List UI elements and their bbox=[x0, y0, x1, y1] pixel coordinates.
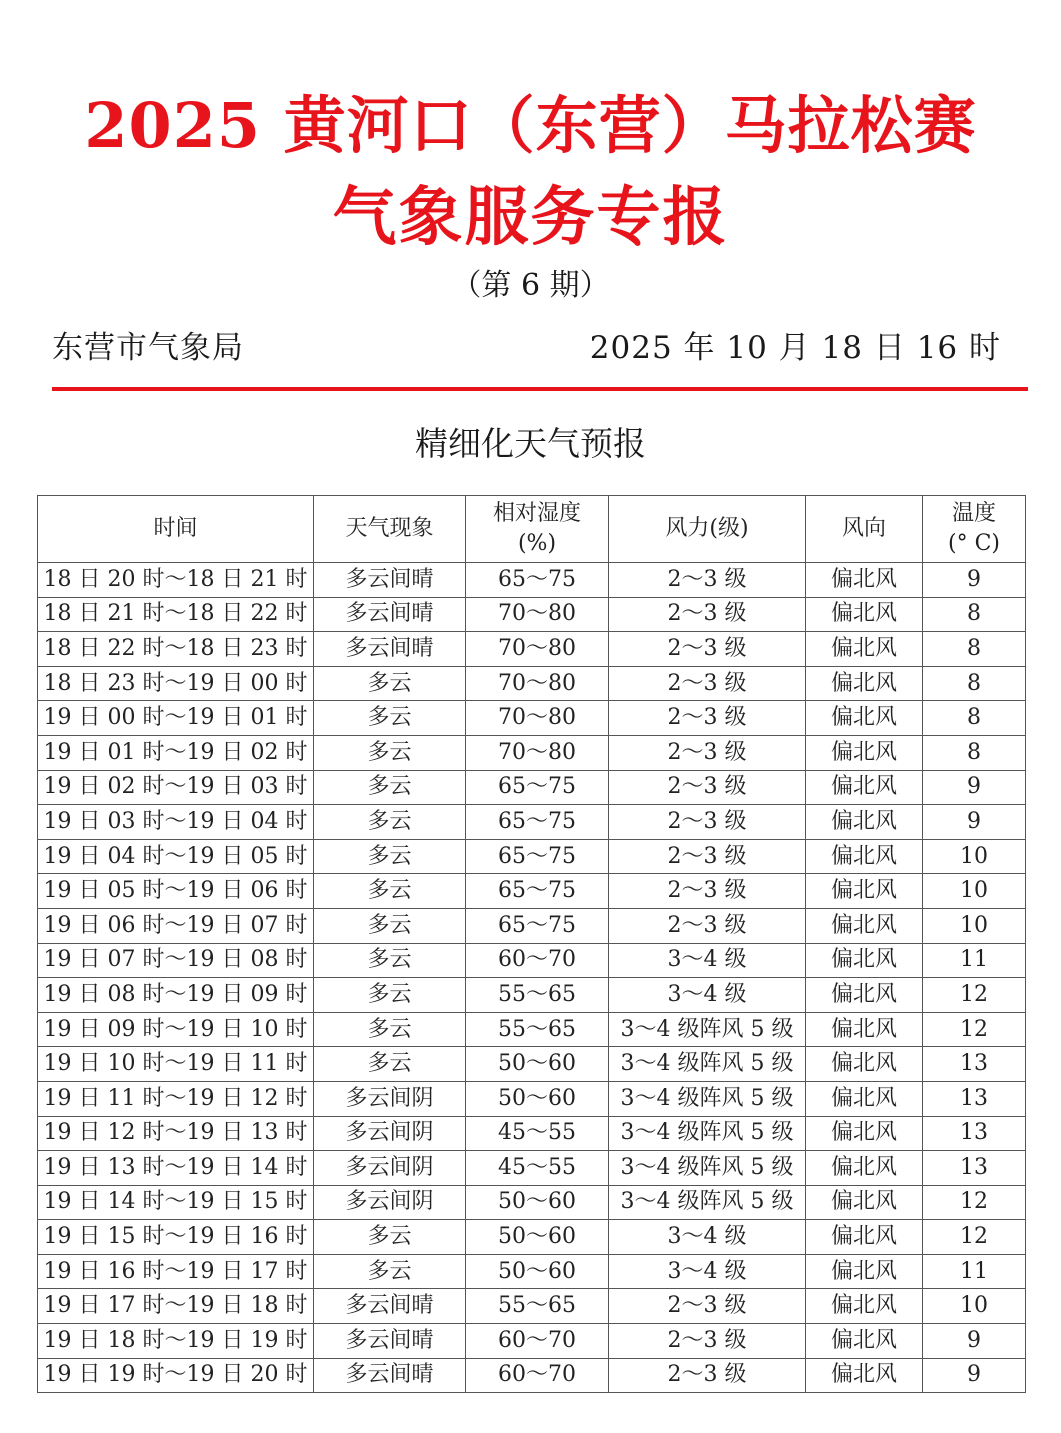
cell-wind-direction: 偏北风 bbox=[806, 1185, 923, 1220]
cell-wind-direction: 偏北风 bbox=[806, 1220, 923, 1255]
cell-humidity: 50～60 bbox=[466, 1047, 609, 1082]
cell-weather: 多云间晴 bbox=[314, 597, 466, 632]
cell-temperature: 13 bbox=[923, 1151, 1026, 1186]
cell-wind-force: 2～3 级 bbox=[609, 770, 806, 805]
cell-time: 19 日 16 时～19 日 17 时 bbox=[38, 1254, 314, 1289]
cell-wind-force: 2～3 级 bbox=[609, 1358, 806, 1393]
cell-temperature: 13 bbox=[923, 1116, 1026, 1151]
header-weather: 天气现象 bbox=[314, 496, 466, 563]
table-row bbox=[38, 1220, 1026, 1255]
cell-weather: 多云间晴 bbox=[314, 563, 466, 598]
cell-wind-force: 2～3 级 bbox=[609, 908, 806, 943]
cell-humidity: 45～55 bbox=[466, 1116, 609, 1151]
cell-temperature: 12 bbox=[923, 1220, 1026, 1255]
cell-wind-direction: 偏北风 bbox=[806, 1116, 923, 1151]
cell-wind-direction: 偏北风 bbox=[806, 770, 923, 805]
table-row bbox=[38, 1047, 1026, 1082]
cell-wind-direction: 偏北风 bbox=[806, 632, 923, 667]
cell-weather: 多云间晴 bbox=[314, 1289, 466, 1324]
cell-temperature: 13 bbox=[923, 1047, 1026, 1082]
table-row bbox=[38, 805, 1026, 840]
cell-weather: 多云 bbox=[314, 770, 466, 805]
cell-time: 19 日 18 时～19 日 19 时 bbox=[38, 1324, 314, 1359]
section-title: 精细化天气预报 bbox=[415, 424, 646, 463]
cell-humidity: 70～80 bbox=[466, 666, 609, 701]
cell-wind-force: 2～3 级 bbox=[609, 839, 806, 874]
cell-weather: 多云 bbox=[314, 1220, 466, 1255]
cell-temperature: 11 bbox=[923, 943, 1026, 978]
cell-temperature: 9 bbox=[923, 563, 1026, 598]
header-time: 时间 bbox=[38, 496, 314, 563]
cell-time: 18 日 20 时～18 日 21 时 bbox=[38, 563, 314, 598]
cell-time: 19 日 00 时～19 日 01 时 bbox=[38, 701, 314, 736]
table-row bbox=[38, 666, 1026, 701]
header-humidity-unit: (%) bbox=[517, 531, 557, 556]
cell-humidity: 65～75 bbox=[466, 908, 609, 943]
cell-weather: 多云 bbox=[314, 1254, 466, 1289]
cell-weather: 多云 bbox=[314, 908, 466, 943]
cell-wind-direction: 偏北风 bbox=[806, 1151, 923, 1186]
header-temperature bbox=[923, 496, 1026, 563]
cell-humidity: 50～60 bbox=[466, 1185, 609, 1220]
cell-time: 19 日 04 时～19 日 05 时 bbox=[38, 839, 314, 874]
cell-humidity: 70～80 bbox=[466, 701, 609, 736]
cell-wind-force: 3～4 级 bbox=[609, 1254, 806, 1289]
cell-weather: 多云间阴 bbox=[314, 1116, 466, 1151]
cell-wind-force: 3～4 级阵风 5 级 bbox=[609, 1047, 806, 1082]
cell-temperature: 8 bbox=[923, 735, 1026, 770]
cell-weather: 多云间阴 bbox=[314, 1081, 466, 1116]
cell-time: 19 日 09 时～19 日 10 时 bbox=[38, 1012, 314, 1047]
cell-wind-force: 2～3 级 bbox=[609, 735, 806, 770]
cell-time: 19 日 08 时～19 日 09 时 bbox=[38, 978, 314, 1013]
issuing-organization: 东营市气象局 bbox=[52, 330, 244, 366]
cell-time: 19 日 19 时～19 日 20 时 bbox=[38, 1358, 314, 1393]
cell-wind-force: 2～3 级 bbox=[609, 1289, 806, 1324]
cell-wind-direction: 偏北风 bbox=[806, 1289, 923, 1324]
table-header-row bbox=[38, 496, 1026, 563]
cell-humidity: 70～80 bbox=[466, 632, 609, 667]
cell-time: 19 日 12 时～19 日 13 时 bbox=[38, 1116, 314, 1151]
cell-wind-direction: 偏北风 bbox=[806, 805, 923, 840]
cell-weather: 多云 bbox=[314, 839, 466, 874]
header-humidity bbox=[466, 496, 609, 563]
table-row bbox=[38, 735, 1026, 770]
cell-time: 18 日 22 时～18 日 23 时 bbox=[38, 632, 314, 667]
cell-wind-direction: 偏北风 bbox=[806, 908, 923, 943]
cell-temperature: 9 bbox=[923, 1358, 1026, 1393]
cell-temperature: 10 bbox=[923, 839, 1026, 874]
cell-humidity: 50～60 bbox=[466, 1081, 609, 1116]
cell-humidity: 55～65 bbox=[466, 1012, 609, 1047]
cell-time: 19 日 11 时～19 日 12 时 bbox=[38, 1081, 314, 1116]
cell-wind-force: 2～3 级 bbox=[609, 874, 806, 909]
cell-weather: 多云 bbox=[314, 978, 466, 1013]
cell-wind-direction: 偏北风 bbox=[806, 874, 923, 909]
cell-wind-direction: 偏北风 bbox=[806, 1047, 923, 1082]
cell-humidity: 55～65 bbox=[466, 1289, 609, 1324]
cell-time: 18 日 23 时～19 日 00 时 bbox=[38, 666, 314, 701]
cell-wind-direction: 偏北风 bbox=[806, 1081, 923, 1116]
cell-wind-direction: 偏北风 bbox=[806, 701, 923, 736]
cell-humidity: 45～55 bbox=[466, 1151, 609, 1186]
cell-temperature: 8 bbox=[923, 597, 1026, 632]
cell-wind-direction: 偏北风 bbox=[806, 666, 923, 701]
cell-time: 19 日 13 时～19 日 14 时 bbox=[38, 1151, 314, 1186]
cell-wind-force: 3～4 级阵风 5 级 bbox=[609, 1012, 806, 1047]
cell-time: 18 日 21 时～18 日 22 时 bbox=[38, 597, 314, 632]
cell-wind-direction: 偏北风 bbox=[806, 735, 923, 770]
table-row bbox=[38, 874, 1026, 909]
cell-humidity: 65～75 bbox=[466, 770, 609, 805]
cell-wind-force: 2～3 级 bbox=[609, 666, 806, 701]
cell-wind-force: 3～4 级阵风 5 级 bbox=[609, 1185, 806, 1220]
table-row bbox=[38, 1116, 1026, 1151]
cell-wind-direction: 偏北风 bbox=[806, 839, 923, 874]
cell-weather: 多云间晴 bbox=[314, 1324, 466, 1359]
cell-wind-force: 2～3 级 bbox=[609, 1324, 806, 1359]
cell-temperature: 9 bbox=[923, 805, 1026, 840]
cell-temperature: 8 bbox=[923, 666, 1026, 701]
table-row bbox=[38, 908, 1026, 943]
cell-temperature: 9 bbox=[923, 770, 1026, 805]
cell-humidity: 70～80 bbox=[466, 735, 609, 770]
cell-weather: 多云间晴 bbox=[314, 632, 466, 667]
cell-time: 19 日 17 时～19 日 18 时 bbox=[38, 1289, 314, 1324]
cell-wind-direction: 偏北风 bbox=[806, 1324, 923, 1359]
cell-wind-force: 2～3 级 bbox=[609, 632, 806, 667]
table-row bbox=[38, 1324, 1026, 1359]
cell-temperature: 12 bbox=[923, 1185, 1026, 1220]
cell-temperature: 9 bbox=[923, 1324, 1026, 1359]
cell-weather: 多云 bbox=[314, 666, 466, 701]
cell-wind-direction: 偏北风 bbox=[806, 1358, 923, 1393]
cell-weather: 多云 bbox=[314, 805, 466, 840]
header-temperature-unit: (° C) bbox=[948, 531, 1000, 556]
cell-time: 19 日 03 时～19 日 04 时 bbox=[38, 805, 314, 840]
cell-temperature: 10 bbox=[923, 908, 1026, 943]
cell-temperature: 12 bbox=[923, 1012, 1026, 1047]
cell-time: 19 日 15 时～19 日 16 时 bbox=[38, 1220, 314, 1255]
cell-weather: 多云间阴 bbox=[314, 1185, 466, 1220]
cell-weather: 多云 bbox=[314, 943, 466, 978]
cell-wind-direction: 偏北风 bbox=[806, 1012, 923, 1047]
cell-time: 19 日 06 时～19 日 07 时 bbox=[38, 908, 314, 943]
table-row bbox=[38, 701, 1026, 736]
forecast-table-body bbox=[38, 563, 1026, 1393]
cell-weather: 多云 bbox=[314, 701, 466, 736]
cell-time: 19 日 07 时～19 日 08 时 bbox=[38, 943, 314, 978]
table-row bbox=[38, 563, 1026, 598]
cell-temperature: 13 bbox=[923, 1081, 1026, 1116]
cell-temperature: 10 bbox=[923, 874, 1026, 909]
cell-time: 19 日 05 时～19 日 06 时 bbox=[38, 874, 314, 909]
cell-temperature: 11 bbox=[923, 1254, 1026, 1289]
table-row bbox=[38, 632, 1026, 667]
table-row bbox=[38, 1254, 1026, 1289]
cell-wind-force: 3～4 级阵风 5 级 bbox=[609, 1081, 806, 1116]
cell-temperature: 12 bbox=[923, 978, 1026, 1013]
cell-humidity: 65～75 bbox=[466, 563, 609, 598]
cell-humidity: 65～75 bbox=[466, 839, 609, 874]
forecast-table bbox=[37, 495, 1026, 1393]
table-row bbox=[38, 770, 1026, 805]
cell-time: 19 日 01 时～19 日 02 时 bbox=[38, 735, 314, 770]
cell-humidity: 65～75 bbox=[466, 874, 609, 909]
cell-wind-force: 2～3 级 bbox=[609, 701, 806, 736]
table-row bbox=[38, 978, 1026, 1013]
cell-humidity: 70～80 bbox=[466, 597, 609, 632]
cell-wind-force: 3～4 级 bbox=[609, 978, 806, 1013]
cell-wind-force: 2～3 级 bbox=[609, 805, 806, 840]
issue-datetime: 2025 年 10 月 18 日 16 时 bbox=[589, 330, 1001, 366]
cell-wind-force: 3～4 级 bbox=[609, 1220, 806, 1255]
cell-wind-direction: 偏北风 bbox=[806, 597, 923, 632]
cell-wind-force: 3～4 级 bbox=[609, 943, 806, 978]
cell-weather: 多云 bbox=[314, 1047, 466, 1082]
table-row bbox=[38, 597, 1026, 632]
header-humidity-label: 相对湿度 bbox=[492, 501, 581, 526]
cell-temperature: 8 bbox=[923, 632, 1026, 667]
cell-humidity: 50～60 bbox=[466, 1220, 609, 1255]
cell-wind-force: 3～4 级阵风 5 级 bbox=[609, 1116, 806, 1151]
cell-humidity: 60～70 bbox=[466, 1324, 609, 1359]
table-row bbox=[38, 1289, 1026, 1324]
report-title-line2: 气象服务专报 bbox=[332, 180, 729, 255]
cell-weather: 多云 bbox=[314, 1012, 466, 1047]
issue-number: （第 6 期） bbox=[451, 268, 610, 303]
cell-wind-force: 3～4 级阵风 5 级 bbox=[609, 1151, 806, 1186]
table-row bbox=[38, 1151, 1026, 1186]
cell-humidity: 50～60 bbox=[466, 1254, 609, 1289]
report-title-line1: 2025 黄河口（东营）马拉松赛 bbox=[84, 89, 977, 162]
cell-time: 19 日 02 时～19 日 03 时 bbox=[38, 770, 314, 805]
cell-wind-direction: 偏北风 bbox=[806, 563, 923, 598]
header-temperature-label: 温度 bbox=[951, 501, 996, 526]
header-wind-force: 风力(级) bbox=[609, 496, 806, 563]
cell-humidity: 55～65 bbox=[466, 978, 609, 1013]
cell-humidity: 65～75 bbox=[466, 805, 609, 840]
table-row bbox=[38, 839, 1026, 874]
cell-temperature: 10 bbox=[923, 1289, 1026, 1324]
cell-wind-direction: 偏北风 bbox=[806, 1254, 923, 1289]
cell-weather: 多云 bbox=[314, 874, 466, 909]
cell-time: 19 日 14 时～19 日 15 时 bbox=[38, 1185, 314, 1220]
cell-temperature: 8 bbox=[923, 701, 1026, 736]
table-row bbox=[38, 1185, 1026, 1220]
cell-time: 19 日 10 时～19 日 11 时 bbox=[38, 1047, 314, 1082]
table-row bbox=[38, 1012, 1026, 1047]
cell-wind-direction: 偏北风 bbox=[806, 978, 923, 1013]
cell-weather: 多云间晴 bbox=[314, 1358, 466, 1393]
cell-wind-direction: 偏北风 bbox=[806, 943, 923, 978]
table-row bbox=[38, 1358, 1026, 1393]
cell-humidity: 60～70 bbox=[466, 1358, 609, 1393]
red-divider bbox=[52, 387, 1028, 391]
header-wind-direction: 风向 bbox=[806, 496, 923, 563]
table-row bbox=[38, 943, 1026, 978]
cell-weather: 多云 bbox=[314, 735, 466, 770]
cell-weather: 多云间阴 bbox=[314, 1151, 466, 1186]
cell-wind-force: 2～3 级 bbox=[609, 597, 806, 632]
cell-humidity: 60～70 bbox=[466, 943, 609, 978]
table-row bbox=[38, 1081, 1026, 1116]
cell-wind-force: 2～3 级 bbox=[609, 563, 806, 598]
